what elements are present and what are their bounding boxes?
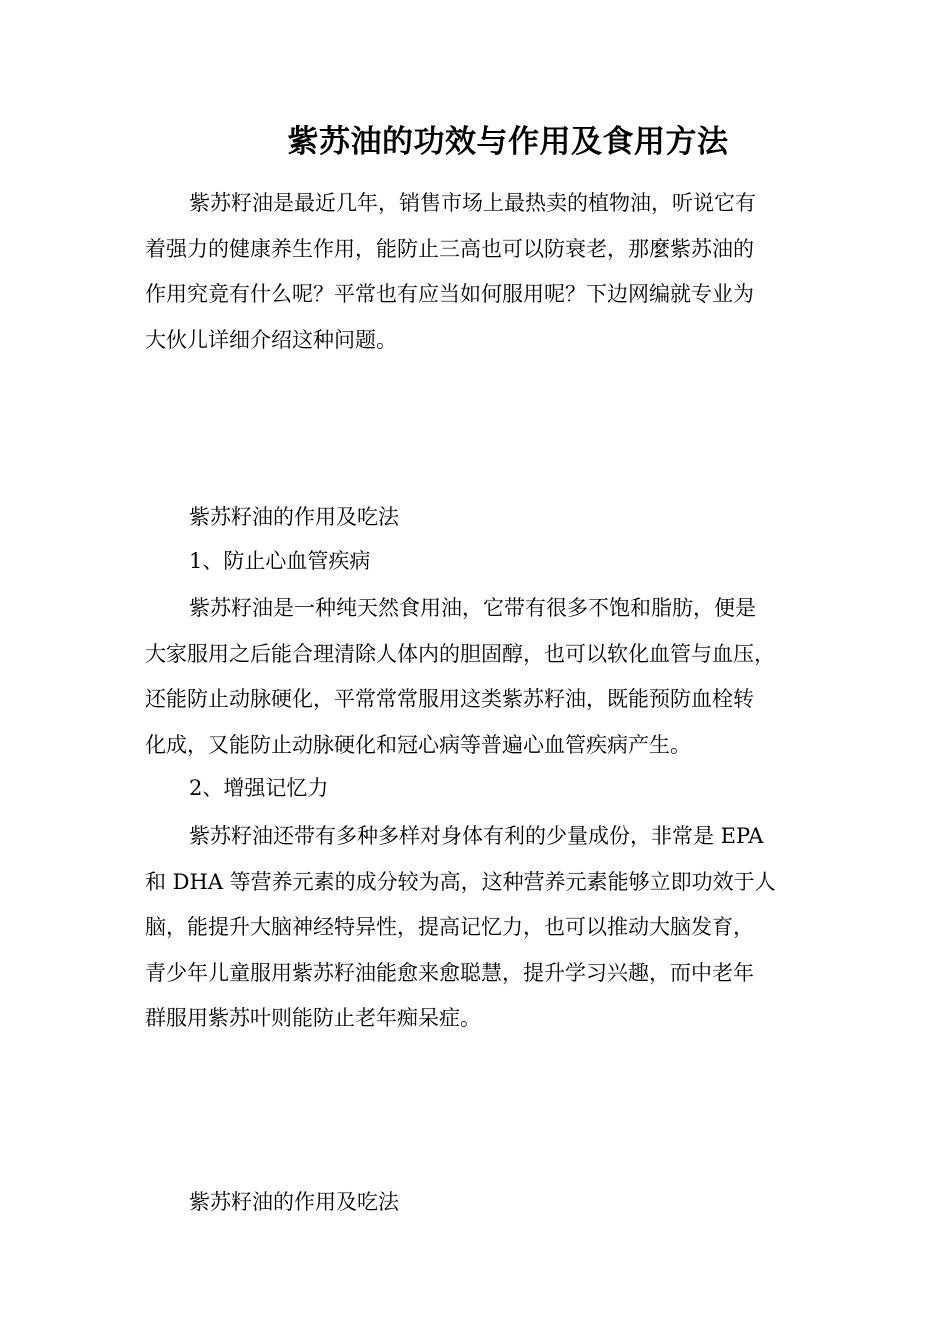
section-heading: 紫苏籽油的作用及吃法 <box>189 505 399 529</box>
intro-line: 紫苏籽油是最近几年，销售市场上最热卖的植物油，听说它有 <box>189 191 756 215</box>
item-heading: 2、增强记忆力 <box>189 776 329 800</box>
item-line: 紫苏籽油是一种纯天然食用油，它带有很多不饱和脂肪，便是 <box>189 596 756 620</box>
section-heading: 紫苏籽油的作用及吃法 <box>189 1190 399 1214</box>
item-line: 和 DHA 等营养元素的成分较为高，这种营养元素能够立即功效于人 <box>145 869 776 894</box>
item-paragraph <box>145 814 825 1042</box>
item-line: 化成，又能防止动脉硬化和冠心病等普遍心血管疾病产生。 <box>145 732 691 757</box>
item-line: 青少年儿童服用紫苏籽油能愈来愈聪慧，提升学习兴趣，而中老年 <box>145 960 754 985</box>
item-line: 脑，能提升大脑神经特异性，提高记忆力，也可以推动大脑发育， <box>145 915 754 939</box>
item-line: 大家服用之后能合理清除人体内的胆固醇，也可以软化血管与血压， <box>145 641 775 666</box>
item-paragraph <box>145 586 825 768</box>
document-title: 紫苏油的功效与作用及食用方法 <box>287 124 729 160</box>
intro-paragraph <box>145 181 825 363</box>
intro-line: 作用究竟有什么呢？平常也有应当如何服用呢？下边网编就专业为 <box>145 282 754 306</box>
item-heading: 1、防止心血管疾病 <box>189 549 371 573</box>
item-line: 群服用紫苏叶则能防止老年痴呆症。 <box>145 1006 481 1030</box>
intro-line: 着强力的健康养生作用，能防止三高也可以防衰老，那麼紫苏油的 <box>145 236 754 261</box>
item-line: 紫苏籽油还带有多种多样对身体有利的少量成份，非常是 EPA <box>189 824 764 848</box>
item-line: 还能防止动脉硬化，平常常常服用这类紫苏籽油，既能预防血栓转 <box>145 687 754 711</box>
intro-line: 大伙儿详细介绍这种问题。 <box>145 327 397 352</box>
